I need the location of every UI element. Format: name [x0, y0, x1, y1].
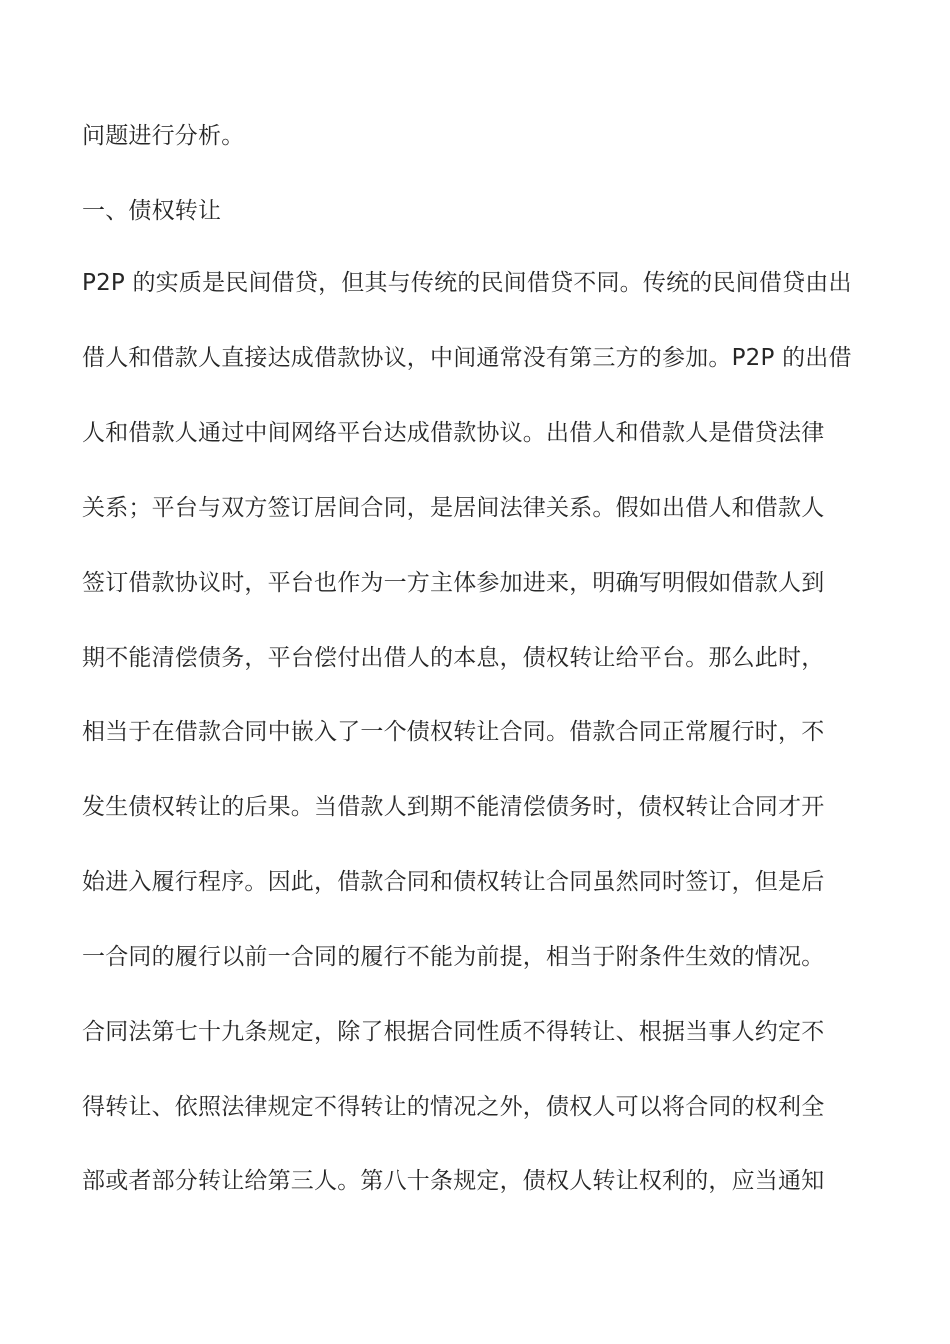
text-line: 相当于在借款合同中嵌入了一个债权转让合同。借款合同正常履行时，不 [82, 719, 825, 745]
section-heading: 一、债权转让 [82, 198, 222, 224]
text-line: 人和借款人通过中间网络平台达成借款协议。出借人和借款人是借贷法律 [82, 420, 825, 446]
text-line: 发生债权转让的后果。当借款人到期不能清偿债务时，债权转让合同才开 [82, 794, 825, 820]
text-line: 借人和借款人直接达成借款协议，中间通常没有第三方的参加。P2P 的出借 [82, 345, 852, 371]
text-line: 关系；平台与双方签订居间合同，是居间法律关系。假如出借人和借款人 [82, 495, 825, 521]
text-line: 合同法第七十九条规定，除了根据合同性质不得转让、根据当事人约定不 [82, 1019, 825, 1045]
text-line: 问题进行分析。 [82, 123, 245, 149]
text-line: 期不能清偿债务，平台偿付出借人的本息，债权转让给平台。那么此时， [82, 645, 825, 671]
text-line: 部或者部分转让给第三人。第八十条规定，债权人转让权利的，应当通知 [82, 1168, 825, 1194]
text-line: 得转让、依照法律规定不得转让的情况之外，债权人可以将合同的权利全 [82, 1094, 825, 1120]
text-line: P2P 的实质是民间借贷，但其与传统的民间借贷不同。传统的民间借贷由出 [82, 270, 852, 296]
text-line: 始进入履行程序。因此，借款合同和债权转让合同虽然同时签订，但是后 [82, 869, 825, 895]
text-line: 一合同的履行以前一合同的履行不能为前提，相当于附条件生效的情况。 [82, 944, 825, 970]
text-line: 签订借款协议时，平台也作为一方主体参加进来，明确写明假如借款人到 [82, 570, 825, 596]
